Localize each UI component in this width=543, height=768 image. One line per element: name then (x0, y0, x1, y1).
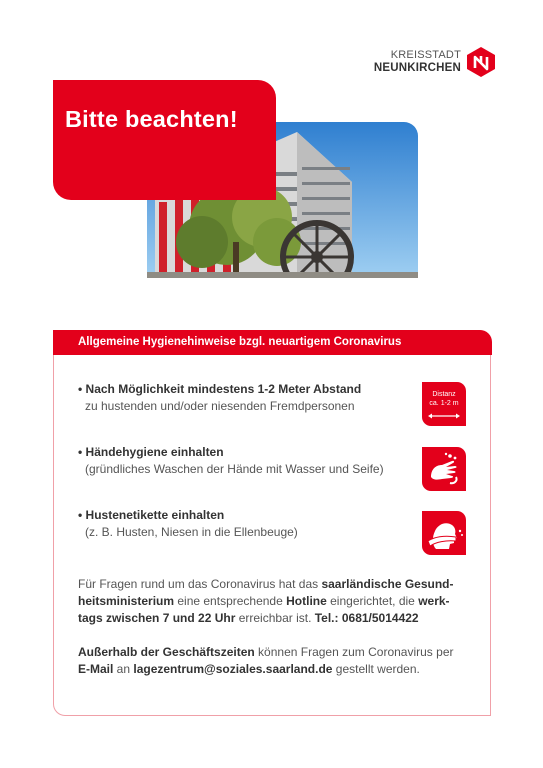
item-title: • Händehygiene einhalten (78, 445, 224, 459)
item-title: • Nach Möglichkeit mindestens 1-2 Meter Abstand (78, 382, 362, 396)
ministry-name: saarländische Gesund- (321, 577, 454, 591)
text: gestellt werden. (332, 662, 420, 676)
text: erreichbar ist. (235, 611, 315, 625)
logo-text (374, 50, 461, 74)
text: an (113, 662, 134, 676)
text: eine entsprechende (174, 594, 287, 608)
text: können Fragen zum Coronavirus per (254, 645, 454, 659)
handwash-icon (422, 447, 466, 491)
email-label: E-Mail (78, 662, 114, 676)
list-item (78, 382, 361, 413)
distance-value: ca. 1-2 m (429, 400, 459, 407)
hotline-paragraph (78, 576, 478, 627)
hotline-label: Hotline (286, 594, 327, 608)
item-subtitle: zu hustenden und/oder niesenden Fremdpersonen (85, 399, 355, 413)
phone-number[interactable]: Tel.: 0681/5014422 (314, 611, 419, 625)
text: eingerichtet, die (326, 594, 419, 608)
card-header (53, 330, 492, 355)
list-item (78, 508, 298, 539)
list-item (78, 445, 384, 476)
card-header-text: Allgemeine Hygienehinweise bzgl. neuartigem Coronavirus (78, 336, 402, 348)
hours-label: werk- (418, 594, 450, 608)
email-paragraph (78, 644, 478, 678)
logo-mark-icon (467, 47, 495, 77)
logo-line1: KREISSTADT (390, 49, 461, 62)
item-title: • Hustenetikette einhalten (78, 508, 225, 522)
ministry-name-cont: heitsministerium (78, 594, 175, 608)
hours-label-cont: tags zwischen 7 und 22 Uhr (78, 611, 236, 625)
distance-icon (422, 382, 466, 426)
hygiene-info-card (53, 330, 491, 716)
text: Für Fragen rund um das Coronavirus hat das (78, 577, 322, 591)
page-title: Bitte beachten! (65, 106, 238, 132)
email-address-link[interactable]: lagezentrum@soziales.saarland.de (133, 662, 333, 676)
item-subtitle: (z. B. Husten, Niesen in die Ellenbeuge) (85, 525, 298, 539)
title-box (53, 80, 276, 200)
logo-line2: NEUNKIRCHEN (373, 61, 461, 74)
city-logo (374, 47, 495, 77)
off-hours-label: Außerhalb der Geschäftszeiten (78, 645, 255, 659)
cough-icon (422, 511, 466, 555)
item-subtitle: (gründliches Waschen der Hände mit Wasser und Seife) (85, 462, 384, 476)
distance-label: Distanz (432, 391, 456, 398)
